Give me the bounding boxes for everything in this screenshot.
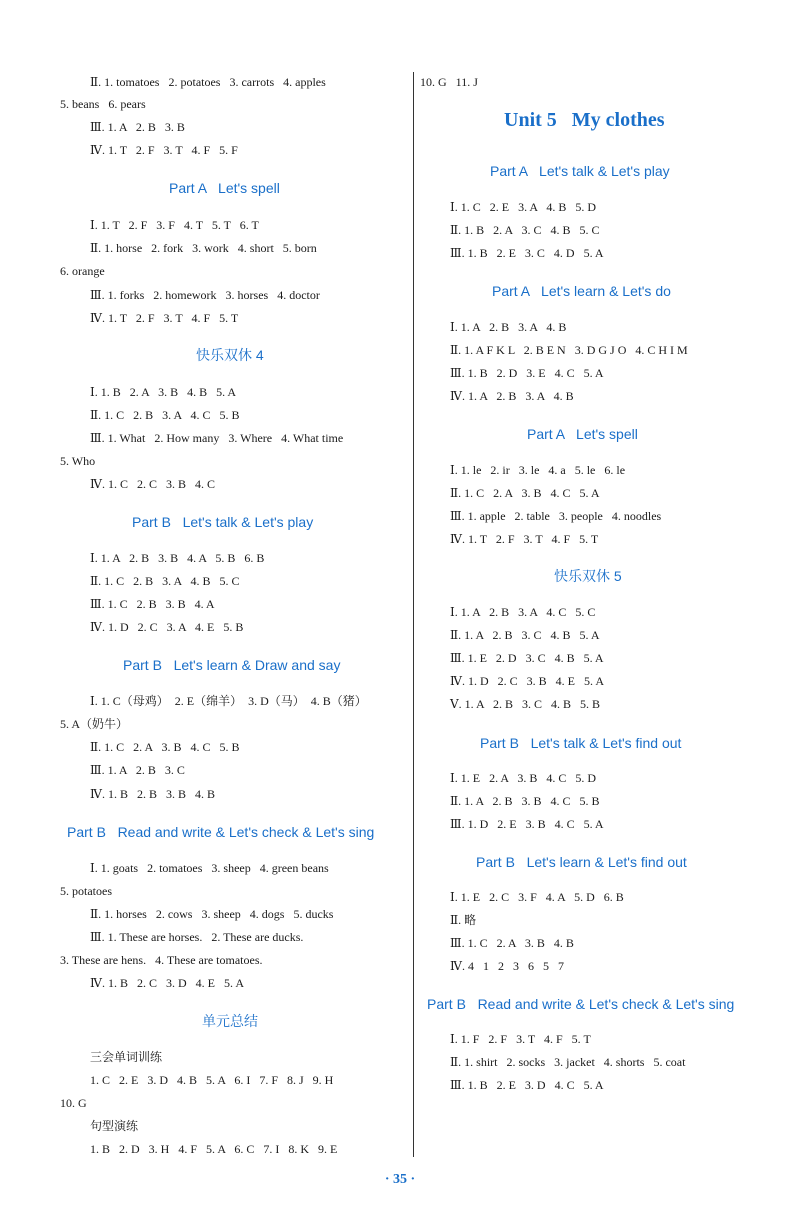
page-number: · 35 ·	[384, 1172, 416, 1187]
section-heading: Part B Let's talk & Let's find out	[480, 735, 682, 751]
section-heading: Part A Let's spell	[527, 426, 638, 442]
answer-line: Ⅲ. 1. What 2. How many 3. Where 4. What time	[90, 431, 344, 445]
section-heading: Part A Let's learn & Let's do	[492, 283, 671, 299]
answer-line: Ⅰ. 1. C（母鸡） 2. E（绵羊） 3. D（马） 4. B（猪）	[90, 694, 367, 708]
answer-line: Ⅳ. 1. C 2. C 3. B 4. C	[90, 477, 216, 491]
answer-line: Ⅲ. 1. apple 2. table 3. people 4. noodles	[450, 509, 662, 523]
answer-line: 5. Who	[60, 454, 96, 468]
answer-line: Ⅰ. 1. A 2. B 3. B 4. A 5. B 6. B	[90, 551, 265, 565]
answer-line: Ⅰ. 1. F 2. F 3. T 4. F 5. T	[450, 1032, 591, 1046]
answer-line: Ⅳ. 1. A 2. B 3. A 4. B	[450, 389, 574, 403]
answer-line: Ⅳ. 4 1 2 3 6 5 7	[450, 959, 564, 973]
unit-title: Unit 5 My clothes	[504, 109, 665, 131]
answer-line: Ⅳ. 1. T 2. F 3. T 4. F 5. T	[90, 311, 239, 325]
answer-line: Ⅱ. 1. A 2. B 3. B 4. C 5. B	[450, 794, 600, 808]
answer-line: Ⅰ. 1. A 2. B 3. A 4. B	[450, 320, 567, 334]
answer-line: Ⅲ. 1. A 2. B 3. B	[90, 120, 185, 134]
section-heading: Part A Let's spell	[169, 180, 280, 196]
answer-line: 3. These are hens. 4. These are tomatoes.	[60, 953, 263, 967]
answer-line: Ⅱ. 略	[450, 913, 477, 927]
answer-line: 5. potatoes	[60, 884, 112, 898]
section-heading: Part B Let's learn & Let's find out	[476, 854, 687, 870]
answer-line: 10. G	[60, 1096, 87, 1110]
answer-line: Ⅱ. 1. tomatoes 2. potatoes 3. carrots 4. apples	[90, 75, 326, 89]
answer-line: Ⅱ. 1. C 2. A 3. B 4. C 5. B	[90, 740, 240, 754]
answer-line: Ⅰ. 1. C 2. E 3. A 4. B 5. D	[450, 200, 597, 214]
answer-line: Ⅱ. 1. A F K L 2. B E N 3. D G J O 4. C H I M	[450, 343, 688, 357]
section-heading: Part B Let's talk & Let's play	[132, 514, 314, 530]
answer-line: Ⅱ. 1. C 2. A 3. B 4. C 5. A	[450, 486, 600, 500]
answer-line: Ⅳ. 1. D 2. C 3. A 4. E 5. B	[90, 620, 244, 634]
answer-line: Ⅲ. 1. B 2. D 3. E 4. C 5. A	[450, 366, 604, 380]
answer-line: 10. G 11. J	[420, 75, 478, 89]
answer-line: Ⅰ. 1. le 2. ir 3. le 4. a 5. le 6. le	[450, 463, 626, 477]
answer-line: Ⅱ. 1. C 2. B 3. A 4. B 5. C	[90, 574, 240, 588]
answer-line: Ⅴ. 1. A 2. B 3. C 4. B 5. B	[450, 697, 601, 711]
section-heading: 单元总结	[202, 1013, 258, 1029]
answer-line: Ⅳ. 1. D 2. C 3. B 4. E 5. A	[450, 674, 604, 688]
answer-line: 1. B 2. D 3. H 4. F 5. A 6. C 7. I 8. K 9. E	[90, 1142, 338, 1156]
answer-line: Ⅲ. 1. forks 2. homework 3. horses 4. doctor	[90, 288, 320, 302]
answer-line: 1. C 2. E 3. D 4. B 5. A 6. I 7. F 8. J 9. H	[90, 1073, 334, 1087]
answer-line: Ⅲ. 1. These are horses. 2. These are ducks.	[90, 930, 304, 944]
answer-line: Ⅰ. 1. E 2. C 3. F 4. A 5. D 6. B	[450, 890, 624, 904]
answer-line: 5. A（奶牛）	[60, 717, 129, 731]
answer-line: Ⅲ. 1. B 2. E 3. D 4. C 5. A	[450, 1078, 604, 1092]
section-heading: Part B Read and write & Let's check & Let's sing	[427, 996, 735, 1012]
answer-line: Ⅳ. 1. B 2. C 3. D 4. E 5. A	[90, 976, 244, 990]
answer-line: Ⅰ. 1. E 2. A 3. B 4. C 5. D	[450, 771, 597, 785]
answer-line: Ⅱ. 1. horse 2. fork 3. work 4. short 5. born	[90, 241, 317, 255]
answer-line: Ⅳ. 1. T 2. F 3. T 4. F 5. T	[450, 532, 599, 546]
answer-line: Ⅰ. 1. goats 2. tomatoes 3. sheep 4. green beans	[90, 861, 329, 875]
answer-line: Ⅲ. 1. E 2. D 3. C 4. B 5. A	[450, 651, 604, 665]
column-divider	[413, 72, 414, 1157]
answer-line: Ⅰ. 1. T 2. F 3. F 4. T 5. T 6. T	[90, 218, 259, 232]
answer-line: Ⅱ. 1. B 2. A 3. C 4. B 5. C	[450, 223, 600, 237]
answer-line: Ⅳ. 1. B 2. B 3. B 4. B	[90, 787, 216, 801]
answer-line: Ⅱ. 1. horses 2. cows 3. sheep 4. dogs 5. ducks	[90, 907, 334, 921]
section-heading: 快乐双休 5	[554, 568, 622, 584]
answer-line: Ⅱ. 1. shirt 2. socks 3. jacket 4. shorts 5. coat	[450, 1055, 686, 1069]
answer-line: Ⅲ. 1. C 2. B 3. B 4. A	[90, 597, 215, 611]
answer-line: 5. beans 6. pears	[60, 97, 146, 111]
answer-line: Ⅲ. 1. A 2. B 3. C	[90, 763, 185, 777]
answer-line: Ⅱ. 1. C 2. B 3. A 4. C 5. B	[90, 408, 240, 422]
answer-line: 句型演练	[90, 1119, 139, 1133]
answer-line: 三会单词训练	[90, 1050, 163, 1064]
answer-line: Ⅰ. 1. A 2. B 3. A 4. C 5. C	[450, 605, 596, 619]
answer-line: Ⅳ. 1. T 2. F 3. T 4. F 5. F	[90, 143, 238, 157]
answer-line: Ⅲ. 1. D 2. E 3. B 4. C 5. A	[450, 817, 604, 831]
answer-line: Ⅱ. 1. A 2. B 3. C 4. B 5. A	[450, 628, 600, 642]
answer-line: Ⅰ. 1. B 2. A 3. B 4. B 5. A	[90, 385, 237, 399]
answer-line: Ⅲ. 1. C 2. A 3. B 4. B	[450, 936, 574, 950]
section-heading: 快乐双休 4	[196, 347, 264, 363]
section-heading: Part B Read and write & Let's check & Let's sing	[67, 824, 375, 840]
answer-line: 6. orange	[60, 264, 105, 278]
section-heading: Part A Let's talk & Let's play	[490, 163, 670, 179]
answer-line: Ⅲ. 1. B 2. E 3. C 4. D 5. A	[450, 246, 604, 260]
section-heading: Part B Let's learn & Draw and say	[123, 657, 341, 673]
